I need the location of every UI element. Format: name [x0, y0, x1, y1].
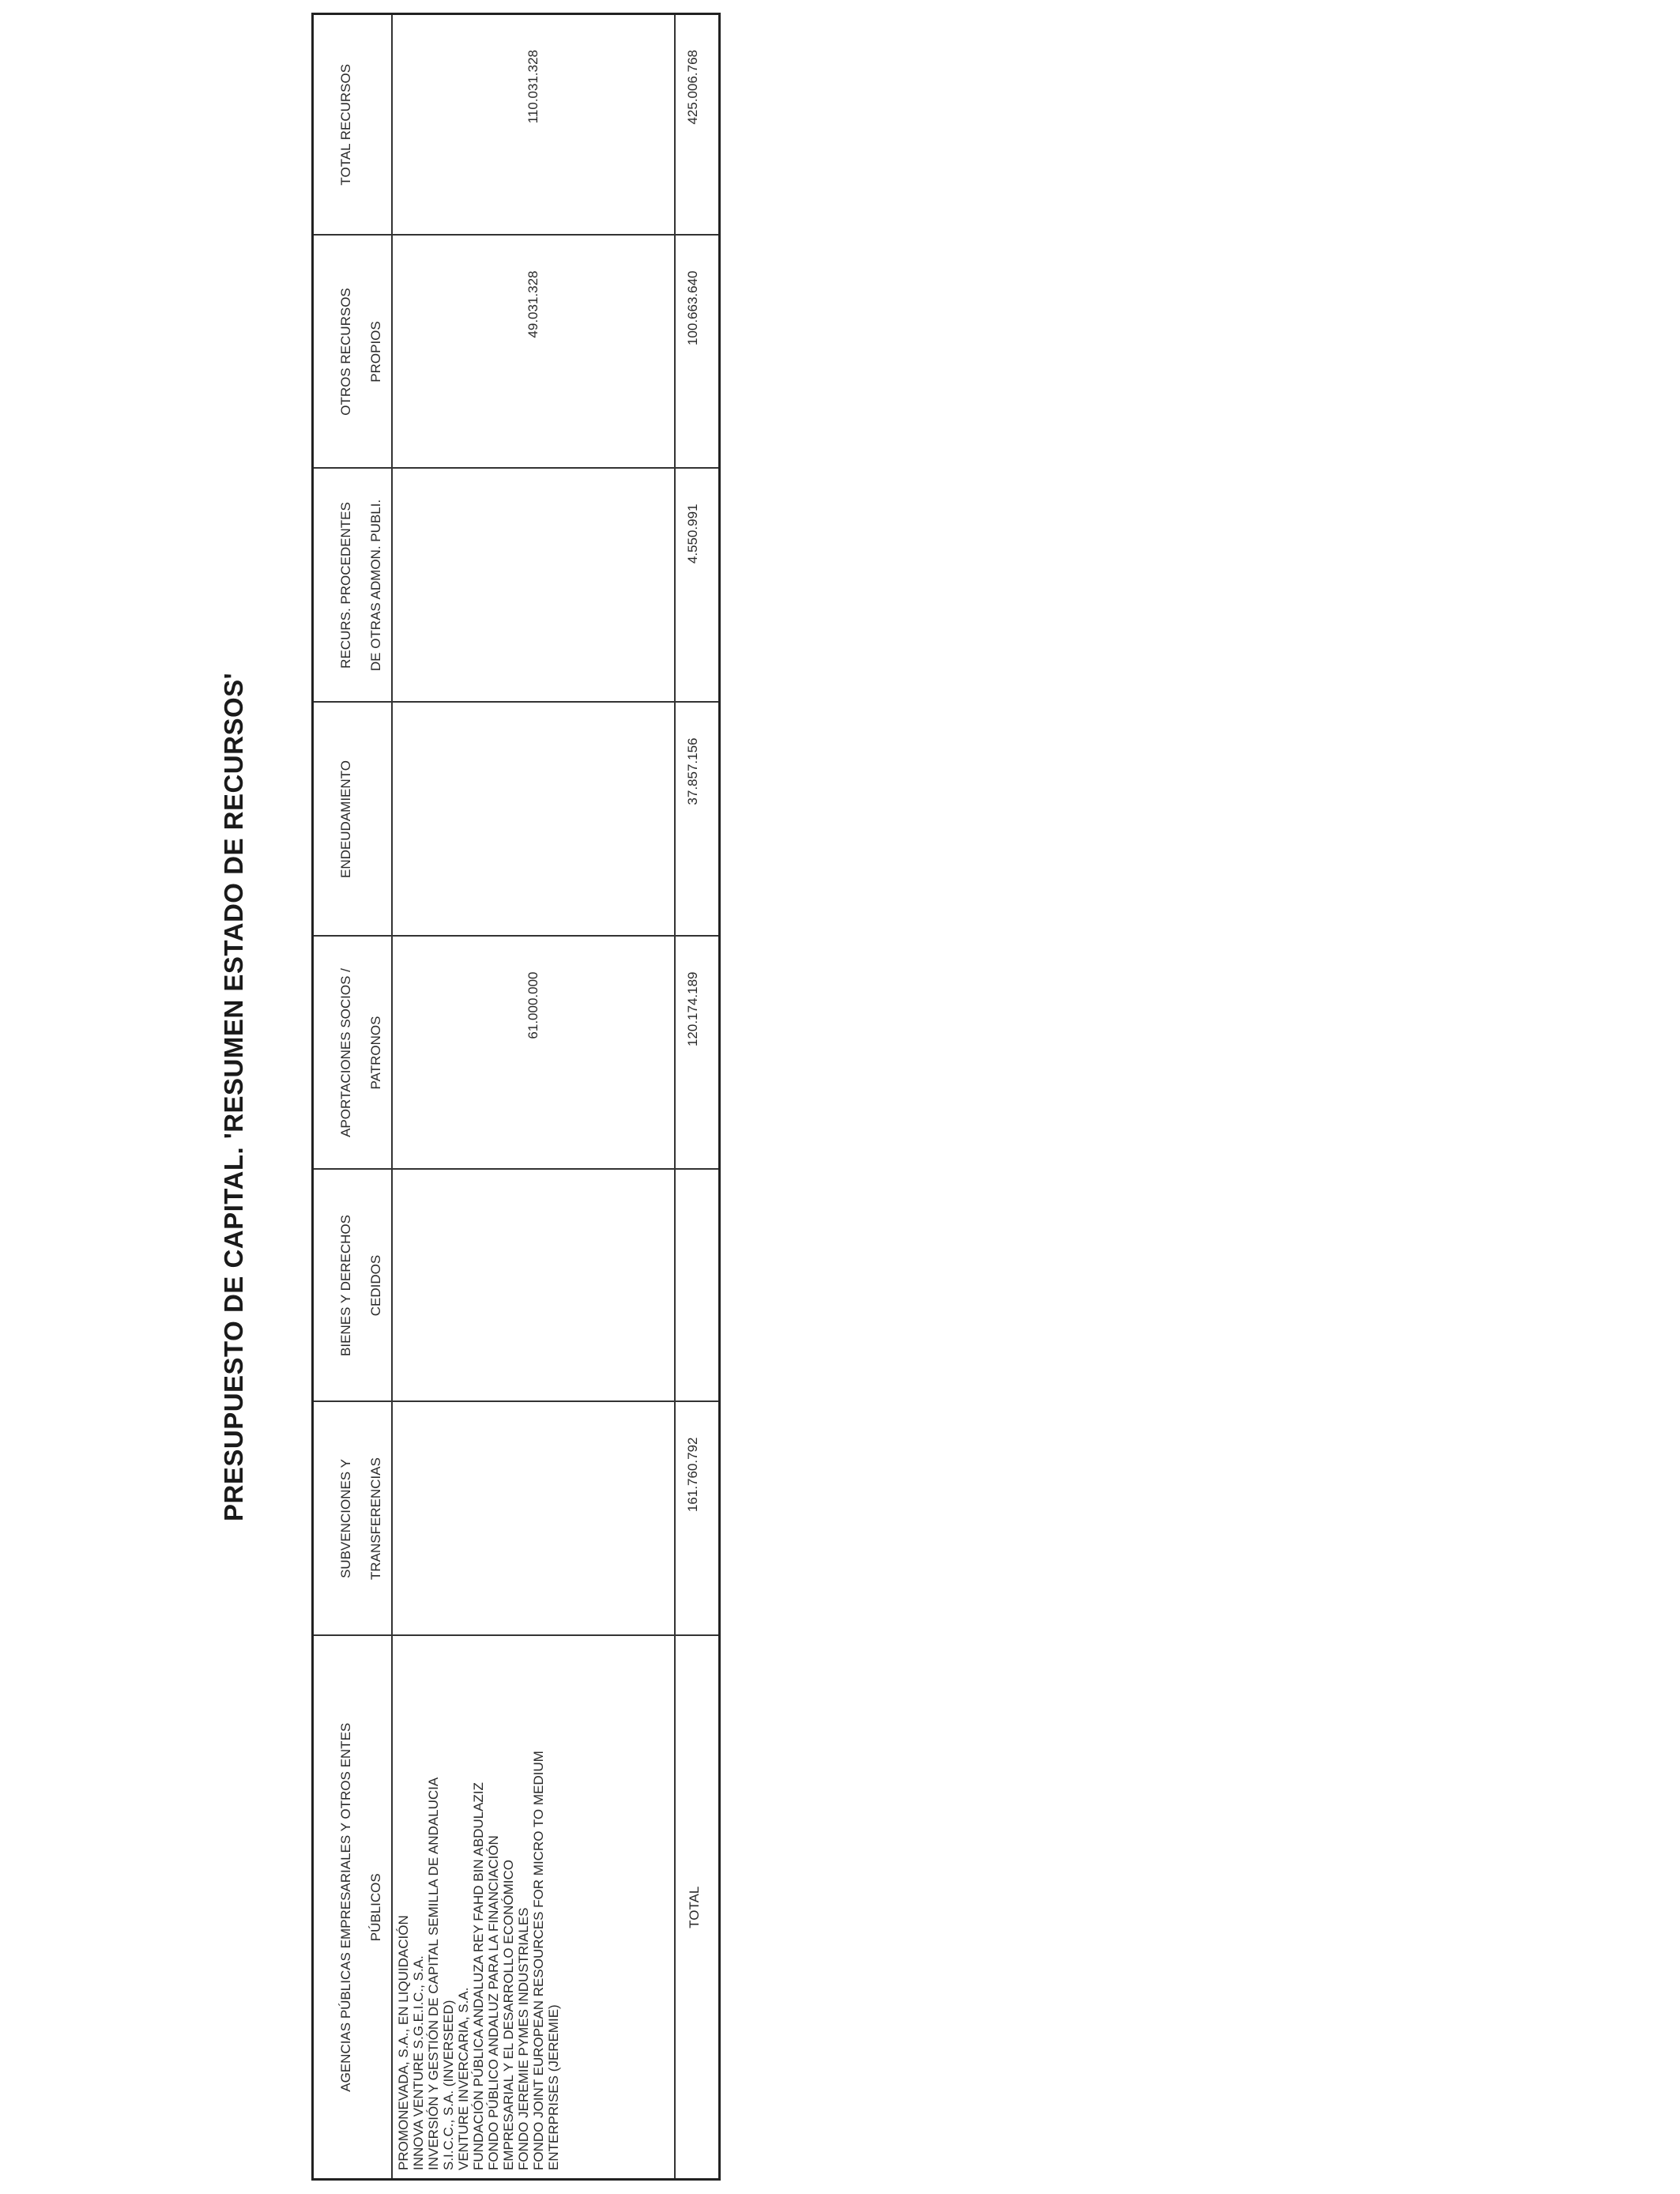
- cell-otras-admon: [392, 469, 675, 703]
- entities-row: [392, 14, 675, 2180]
- total-aportaciones: 120.174.189: [675, 937, 719, 1170]
- header-aportaciones: APORTACIONES SOCIOS / PATRONOS: [313, 937, 393, 1170]
- list-item: FONDO PÚBLICO ANDALUZ PARA LA FINANCIACIÓN: [486, 1835, 501, 2170]
- header-total: TOTAL RECURSOS: [313, 14, 393, 236]
- list-item: INNOVA VENTURE S.G.E.I.C., S.A.: [411, 1955, 426, 2170]
- header-otros-propios: OTROS RECURSOS PROPIOS: [313, 236, 393, 469]
- header-endeudamiento: ENDEUDAMIENTO: [313, 703, 393, 937]
- cell-endeudamiento: [392, 703, 675, 937]
- cell-otros-propios: 49.031.328: [392, 236, 675, 469]
- header-subvenciones: SUBVENCIONES Y TRANSFERENCIAS: [313, 1402, 393, 1636]
- total-bienes: [675, 1170, 719, 1402]
- header-entities: AGENCIAS PÚBLICAS EMPRESARIALES Y OTROS ENTES PÚBLICOS: [313, 1636, 393, 2180]
- total-row: [675, 14, 719, 2180]
- list-item: EMPRESARIAL Y EL DESARROLLO ECONÓMICO: [501, 1859, 516, 2170]
- total-otras-admon: 4.550.991: [675, 469, 719, 703]
- entities-list: [392, 1636, 675, 2180]
- resources-table: [311, 13, 721, 2181]
- list-item: FONDO JOINT EUROPEAN RESOURCES FOR MICRO TO MEDIUM: [531, 1751, 546, 2170]
- list-item: INVERSIÓN Y GESTIÓN DE CAPITAL SEMILLA DE ANDALUCIA: [426, 1777, 441, 2170]
- list-item: S.I.C.C., S.A. (INVERSEED): [441, 2000, 456, 2170]
- list-item: VENTURE INVERCARIA, S.A.: [456, 1987, 471, 2170]
- cell-bienes: [392, 1170, 675, 1402]
- header-row: [313, 14, 393, 2180]
- total-label: TOTAL: [675, 1636, 719, 2180]
- cell-total: 110.031.328: [392, 14, 675, 236]
- cell-aportaciones: 61.000.000: [392, 937, 675, 1170]
- header-bienes: BIENES Y DERECHOS CEDIDOS: [313, 1170, 393, 1402]
- total-subvenciones: 161.760.792: [675, 1402, 719, 1636]
- total-endeudamiento: 37.857.156: [675, 703, 719, 937]
- total-total: 425.006.768: [675, 14, 719, 236]
- list-item: PROMONEVADA, S.A., EN LIQUIDACIÓN: [396, 1915, 411, 2170]
- list-item: ENTERPRISES (JEREMIE): [546, 2004, 561, 2170]
- list-item: FUNDACIÓN PÚBLICA ANDALUZA REY FAHD BIN ABDULAZIZ: [471, 1782, 486, 2170]
- page-title: PRESUPUESTO DE CAPITAL. 'RESUMEN ESTADO DE RECURSOS': [219, 673, 248, 1521]
- header-otras-admon: RECURS. PROCEDENTES DE OTRAS ADMON. PUBLI.: [313, 469, 393, 703]
- total-otros-propios: 100.663.640: [675, 236, 719, 469]
- list-item: FONDO JEREMIE PYMES INDUSTRIALES: [516, 1907, 531, 2170]
- cell-subvenciones: [392, 1402, 675, 1636]
